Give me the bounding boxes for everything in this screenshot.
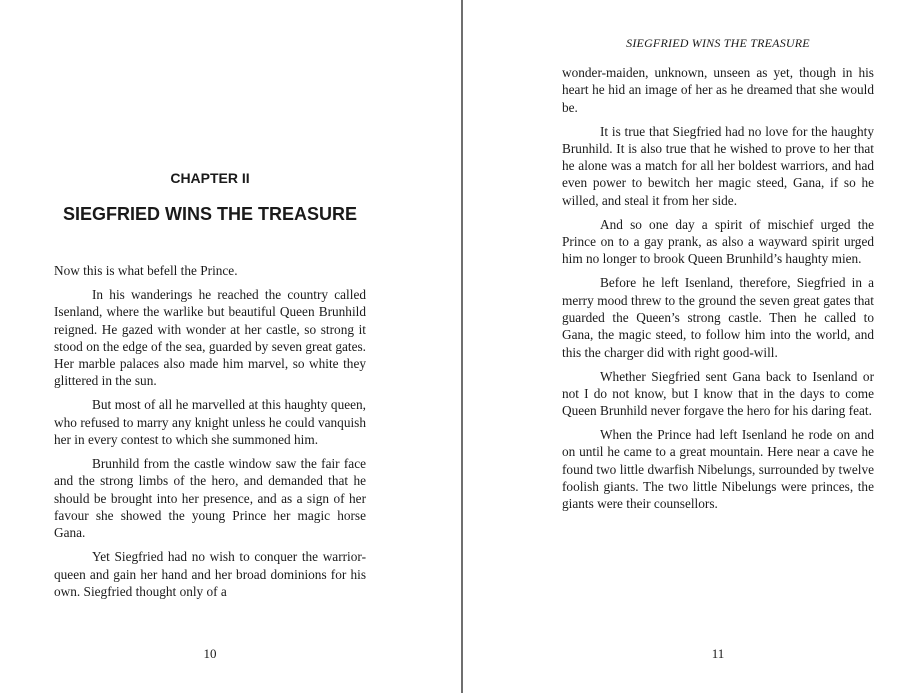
left-page-body [54, 262, 366, 607]
paragraph: When the Prince had left Isenland he rode on and on until he came to a great mountain. Here near a cave he found two little dwarfish Nibelungs, surrounded by twelve foolish giants. The two little Nibelungs were princes, the giants were their counsellors. [562, 427, 874, 512]
right-page [464, 0, 924, 693]
page-divider [461, 0, 463, 693]
chapter-label: CHAPTER II [170, 170, 250, 186]
running-head: SIEGFRIED WINS THE TREASURE [626, 36, 810, 50]
paragraph: Before he left Isenland, therefore, Siegfried in a merry mood threw to the ground the seven great gates that guarded the Queen’s strong castle. Then he called to Gana, the magic steed, to follow him into the world, and this the charger did with right good-will. [562, 275, 874, 360]
page-number: 11 [711, 646, 725, 661]
page-number: 10 [203, 646, 217, 661]
paragraph: Brunhild from the castle window saw the fair face and the strong limbs of the hero, and demanded that he should be brought into her presence, and as a sign of her favour she showed the young Prince her magic horse Gana. [54, 456, 366, 541]
paragraph: Whether Siegfried sent Gana back to Isenland or not I do not know, but I know that in the days to come Queen Brunhild never forgave the hero for his daring feat. [562, 368, 874, 419]
paragraph: And so one day a spirit of mischief urged the Prince on to a gay prank, as also a wayward spirit urged him no longer to brook Queen Brunhild’s haughty mien. [562, 216, 874, 267]
chapter-title: SIEGFRIED WINS THE TREASURE [62, 204, 358, 224]
paragraph: wonder-maiden, unknown, unseen as yet, though in his heart he hid an image of her as he dreamed that she would be. [562, 65, 874, 115]
paragraph: Now this is what befell the Prince. [54, 263, 238, 278]
paragraph: Yet Siegfried had no wish to conquer the warrior-queen and gain her hand and her broad dominions for his own. Siegfried thought only of a [54, 549, 366, 599]
paragraph: But most of all he marvelled at this haughty queen, who refused to marry any knight unless he could vanquish her in every contest to which she summoned him. [54, 397, 366, 448]
paragraph: In his wanderings he reached the country called Isenland, where the warlike but beautiful Queen Brunhild reigned. He gazed with wonder at her castle, so strong it stood on the edge of the sea, guarded by seven great gates. Her marble palaces also made him marvel, so white they glittered in the sun. [54, 286, 366, 389]
right-page-body [562, 64, 874, 519]
paragraph: It is true that Siegfried had no love for the haughty Brunhild. It is also true that he wished to prove to her that he alone was a match for all her boldest warriors, and had even power to bewitch her magic steed, Gana, if so he willed, and steal it from her side. [562, 123, 874, 208]
